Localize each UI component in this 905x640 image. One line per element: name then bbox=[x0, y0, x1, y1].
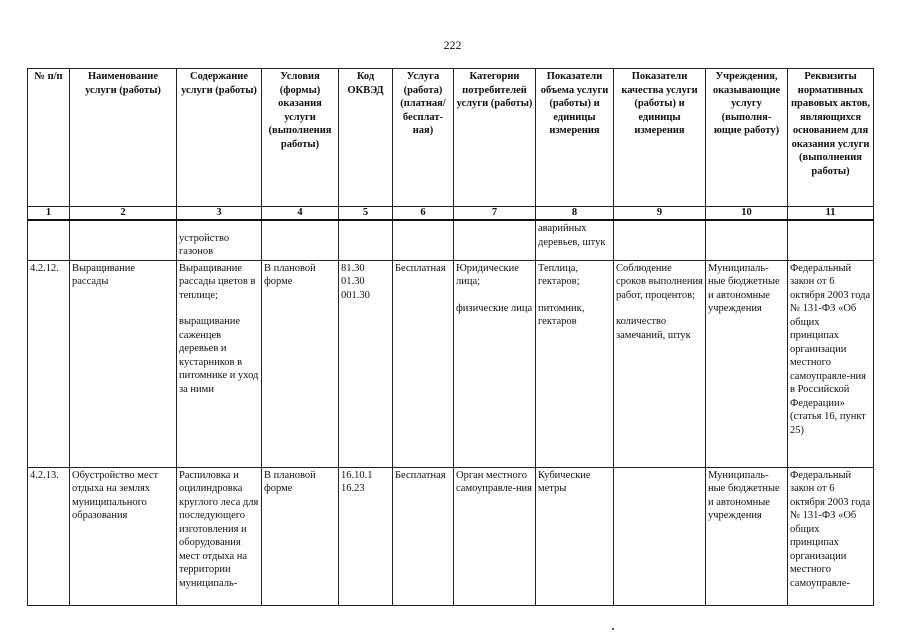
col-number: 1 bbox=[28, 207, 70, 221]
col-number: 2 bbox=[70, 207, 177, 221]
consumer-category: физические лица bbox=[456, 302, 533, 314]
header-service-content: Содержание услуги (работы) bbox=[177, 69, 262, 207]
legal-acts: Федеральный закон от 6 октября 2003 года № 131-ФЗ «Об общих принципах организации местного самоуправле-ния в Российской Федерации» (статья 16, пункт 25) bbox=[788, 260, 874, 467]
service-name: Обустройство мест отдыха на землях муниципального образования bbox=[70, 467, 177, 605]
table-cell bbox=[339, 220, 393, 260]
service-content: Распиловка и оцилиндровка круглого леса для последующего изготовления и оборудования мест отдыха на территории муниципаль- bbox=[177, 467, 262, 605]
col-number: 3 bbox=[177, 207, 262, 221]
table-cell bbox=[706, 220, 788, 260]
col-number: 9 bbox=[614, 207, 706, 221]
quality-indicators bbox=[614, 260, 706, 467]
okved-code: 81.30 01.30 001.30 bbox=[339, 260, 393, 467]
row-number: 4.2.12. bbox=[28, 260, 70, 467]
service-name: Выращивание рассады bbox=[70, 260, 177, 467]
institutions: Муниципаль-ные бюджетные и автономные учреждения bbox=[706, 260, 788, 467]
service-form: В плановой форме bbox=[262, 260, 339, 467]
col-number: 4 bbox=[262, 207, 339, 221]
table-cell bbox=[262, 220, 339, 260]
page-number: 222 bbox=[443, 38, 462, 52]
continuation-row bbox=[28, 220, 874, 260]
header-okved: Код ОКВЭД bbox=[339, 69, 393, 207]
header-quality: Показатели качества услуги (работы) и единицы измерения bbox=[614, 69, 706, 207]
institutions: Муниципаль-ные бюджетные и автономные учреждения bbox=[706, 467, 788, 605]
header-volume: Показатели объема услуги (работы) и единицы измерения bbox=[536, 69, 614, 207]
continued-content: устройство газонов bbox=[179, 232, 230, 257]
col-number: 11 bbox=[788, 207, 874, 221]
paid-status: Бесплатная bbox=[393, 467, 454, 605]
header-legal-acts: Реквизиты нормативных правовых актов, являющихся основанием для оказания услуги (выполнения работы) bbox=[788, 69, 874, 207]
service-form: В плановой форме bbox=[262, 467, 339, 605]
header-num: № п/п bbox=[28, 69, 70, 207]
col-number: 7 bbox=[454, 207, 536, 221]
consumer-categories: Орган местного самоуправле-ния bbox=[454, 467, 536, 605]
header-categories: Категории потребителей услуги (работы) bbox=[454, 69, 536, 207]
header-conditions: Условия (формы) оказания услуги (выполнения работы) bbox=[262, 69, 339, 207]
header-service-name: Наименование услуги (работы) bbox=[70, 69, 177, 207]
table-cell bbox=[788, 220, 874, 260]
col-number: 10 bbox=[706, 207, 788, 221]
service-content-part: Выращивание рассады цветов в теплице; bbox=[179, 262, 256, 301]
volume-indicator: Теплица, гектаров; bbox=[538, 262, 580, 287]
row-number: 4.2.13. bbox=[28, 467, 70, 605]
quality-indicator: Соблюдение сроков выполнения работ, процентов; bbox=[616, 262, 703, 301]
services-table bbox=[27, 68, 874, 606]
col-number: 8 bbox=[536, 207, 614, 221]
continued-volume: аварийных деревьев, штук bbox=[538, 223, 606, 248]
consumer-categories bbox=[454, 260, 536, 467]
column-numbers-row bbox=[28, 207, 874, 221]
consumer-category: Юридические лица; bbox=[456, 262, 519, 287]
okved-code: 16.10.1 16.23 bbox=[339, 467, 393, 605]
volume-indicator: питомник, гектаров bbox=[538, 302, 585, 327]
table-cell bbox=[454, 220, 536, 260]
service-content-part: выращивание саженцев деревьев и кустарников в питомнике и уход за ними bbox=[179, 316, 259, 395]
table-cell bbox=[536, 220, 614, 260]
service-content bbox=[177, 260, 262, 467]
table-cell bbox=[393, 220, 454, 260]
table-cell bbox=[614, 220, 706, 260]
header-institutions: Учреждения, оказывающие услугу (выполня-ющие работу) bbox=[706, 69, 788, 207]
header-row bbox=[28, 69, 874, 207]
col-number: 6 bbox=[393, 207, 454, 221]
quality-indicator: количество замечаний, штук bbox=[616, 316, 691, 341]
quality-indicators bbox=[614, 467, 706, 605]
paid-status: Бесплатная bbox=[393, 260, 454, 467]
table-row bbox=[28, 467, 874, 605]
col-number: 5 bbox=[339, 207, 393, 221]
volume-indicators: Кубические метры bbox=[536, 467, 614, 605]
table-row bbox=[28, 260, 874, 467]
table-cell bbox=[28, 220, 70, 260]
table-cell bbox=[70, 220, 177, 260]
scan-speck bbox=[612, 628, 614, 630]
header-paid: Услуга (работа) (платная/ бесплат-ная) bbox=[393, 69, 454, 207]
legal-acts: Федеральный закон от 6 октября 2003 года № 131-ФЗ «Об общих принципах организации местного самоуправле- bbox=[788, 467, 874, 605]
table-cell bbox=[177, 220, 262, 260]
volume-indicators bbox=[536, 260, 614, 467]
